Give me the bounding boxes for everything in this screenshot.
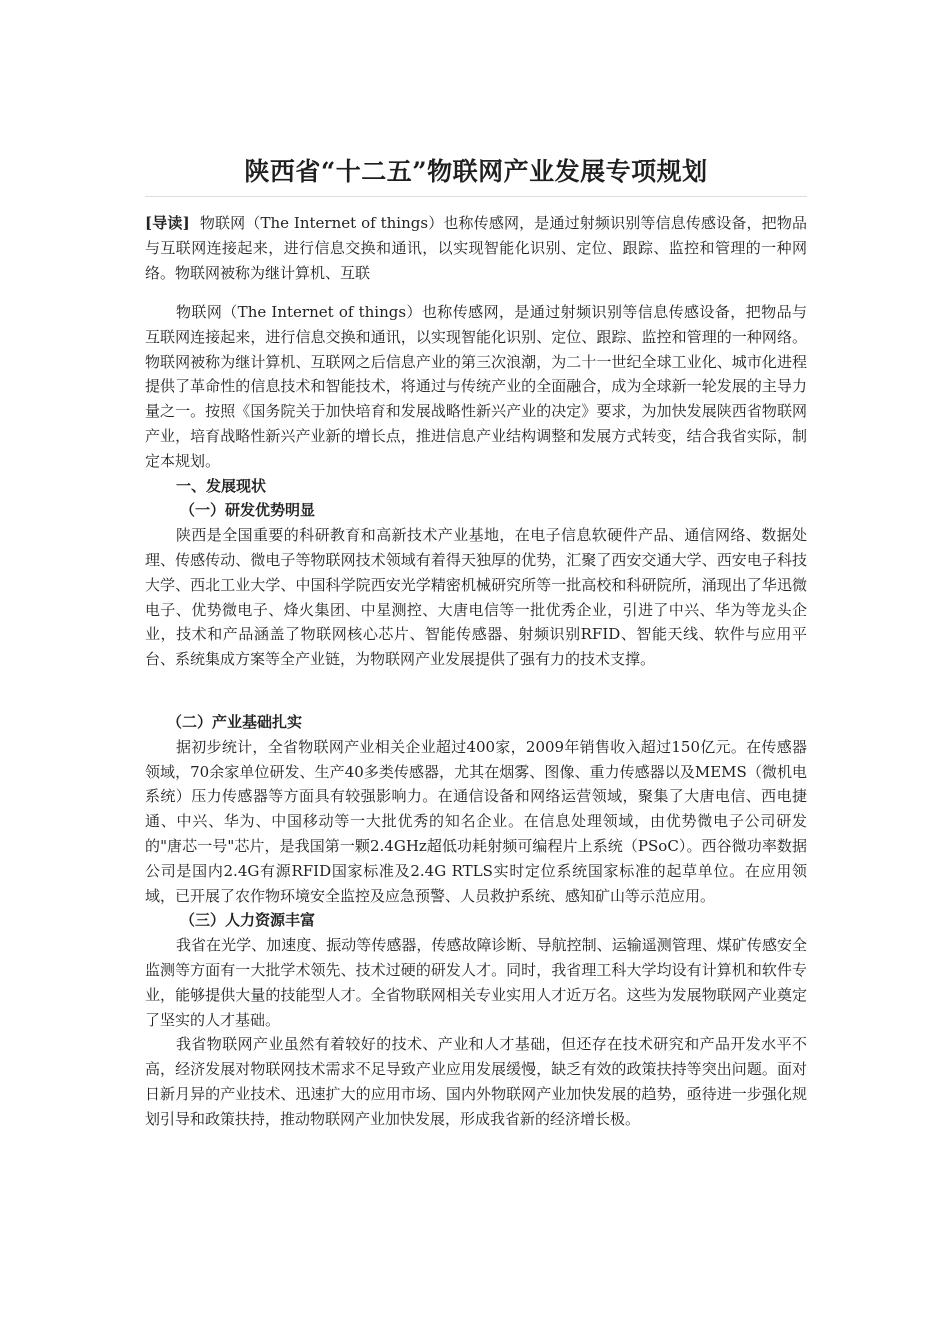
title-divider (145, 196, 807, 197)
lead-tag: [导读] (145, 214, 190, 232)
subsection-heading-industry: （二）产业基础扎实 (167, 712, 303, 731)
industry-paragraph: 据初步统计，全省物联网产业相关企业超过400家，2009年销售收入超过150亿元。在传感器领域，70余家单位研发、生产40多类传感器，尤其在烟雾、图像、重力传感器以及MEMS（微机电系统）压力传感器等方面具有较强影响力。在通信设备和网络运营领域，聚集了大唐电信、西电捷通、中兴、华为、中国移动等一大批优秀的知名企业。在信息处理领域，由优势微电子公司研发的"唐芯一号"芯片，是我国第一颗2.4GHz超低功耗射频可编程片上系统（PSoC）。西谷微功率数据公司是国内2.4G有源RFID国家标准及2.4G RTLS实时定位系统国家标准的起草单位。在应用领域，已开展了农作物环境安全监控及应急预警、人员救护系统、感知矿山等示范应用。 (145, 737, 807, 905)
document-title: 陕西省“十二五”物联网产业发展专项规划 (244, 157, 708, 186)
document-body (145, 300, 807, 1132)
intro-paragraph: 物联网（The Internet of things）也称传感网，是通过射频识别等信息传感设备，把物品与互联网连接起来，进行信息交换和通讯，以实现智能化识别、定位、跟踪、监控和管理的一种网络。物联网被称为继计算机、互联网之后信息产业的第三次浪潮，为二十一世纪全球工业化、城市化进程提供了革命性的信息技术和智能技术，将通过与传统产业的全面融合，成为全球新一轮发展的主导力量之一。按照《国务院关于加快培育和发展战略性新兴产业的决定》要求，为加快发展陕西省物联网产业，培育战略性新兴产业新的增长点，推进信息产业结构调整和发展方式转变，结合我省实际，制定本规划。 (145, 303, 807, 470)
section-heading-status: 一、发展现状 (176, 476, 267, 495)
closing-paragraph: 我省物联网产业虽然有着较好的技术、产业和人才基础，但还存在技术研究和产品开发水平不高，经济发展对物联网技术需求不足导致产业应用发展缓慢，缺乏有效的政策扶持等突出问题。面对日新月异的产业技术、迅速扩大的应用市场、国内外物联网产业加快发展的趋势，亟待进一步强化规划引导和政策扶持，推动物联网产业加快发展，形成我省新的经济增长极。 (145, 1035, 807, 1128)
subsection-heading-research: （一）研发优势明显 (180, 501, 316, 520)
subsection-heading-talent: （三）人力资源丰富 (180, 911, 316, 930)
research-paragraph: 陕西是全国重要的科研教育和高新技术产业基地，在电子信息软硬件产品、通信网络、数据处理、传感传动、微电子等物联网技术领域有着得天独厚的优势，汇聚了西安交通大学、西安电子科技大学、西北工业大学、中国科学院西安光学精密机械研究所等一批高校和科研院所，涌现出了华迅微电子、优势微电子、烽火集团、中星测控、大唐电信等一批优秀企业，引进了中兴、华为等龙头企业，技术和产品涵盖了物联网核心芯片、智能传感器、射频识别RFID、智能天线、软件与应用平台、系统集成方案等全产业链，为物联网产业发展提供了强有力的技术支撑。 (145, 526, 807, 669)
talent-paragraph: 我省在光学、加速度、振动等传感器，传感故障诊断、导航控制、运输遥测管理、煤矿传感安全监测等方面有一大批学术领先、技术过硬的研发人才。同时，我省理工科大学均设有计算机和软件专业，能够提供大量的技能型人才。全省物联网相关专业实用人才近万名。这些为发展物联网产业奠定了坚实的人才基础。 (145, 936, 807, 1029)
document-page (145, 140, 807, 1132)
lead-text: 物联网（The Internet of things）也称传感网，是通过射频识别等信息传感设备，把物品与互联网连接起来，进行信息交换和通讯，以实现智能化识别、定位、跟踪、监控和管理的一种网络。物联网被称为继计算机、互联 (145, 214, 807, 282)
spacer (145, 672, 807, 710)
lead-summary (145, 211, 807, 286)
